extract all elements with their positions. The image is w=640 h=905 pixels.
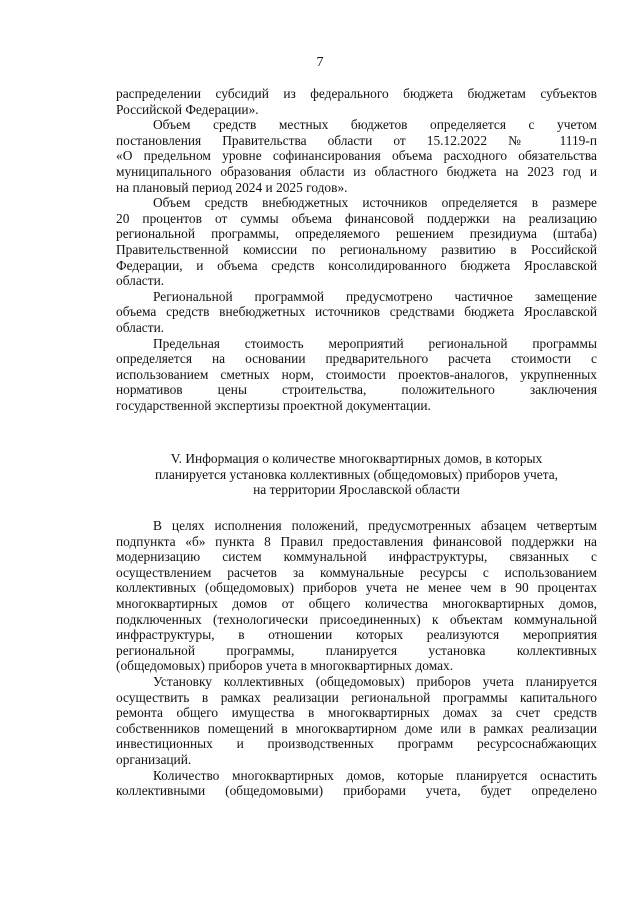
body-text-block-2	[116, 518, 597, 799]
text-line: 20 процентов от суммы объема финансовой поддержки на реализацию	[116, 210, 597, 226]
text-line: «О предельном уровне софинансирования объема расходного обязательства	[116, 148, 597, 164]
text-line: распределении субсидий из федерального бюджета бюджетам субъектов	[116, 86, 597, 101]
text-line: модернизацию систем коммунальной инфраструктуры, связанных с	[116, 549, 597, 565]
text-line: Правительственной комиссии по региональному развитию в Российской	[116, 241, 597, 257]
text-line: области.	[116, 319, 165, 335]
section-heading	[116, 451, 597, 498]
text-line: региональной программы, определяемого решением президиума (штаба)	[116, 226, 597, 242]
body-text-block-1	[116, 86, 597, 413]
text-line: определяется на основании предварительного расчета стоимости с	[116, 351, 597, 367]
text-line: коллективных (общедомовых) приборов учета не менее чем в 90 процентах	[116, 580, 597, 596]
text-line: собственников помещений в многоквартирном доме или в рамках реализации	[116, 720, 597, 736]
text-line: В целях исполнения положений, предусмотренных абзацем четвертым	[153, 518, 597, 533]
section-heading-line: V. Информация о количестве многоквартирных домов, в которых	[170, 451, 543, 466]
text-line: области.	[116, 273, 165, 289]
text-line: Установку коллективных (общедомовых) приборов учета планируется	[153, 673, 597, 689]
text-line: региональной программы, планируется установка коллективных	[116, 642, 597, 658]
text-line: Предельная стоимость мероприятий региональной программы	[153, 335, 597, 351]
text-line: коллективными (общедомовыми) приборами учета, будет определено	[116, 783, 597, 799]
text-line: многоквартирных домов от общего количества многоквартирных домов,	[116, 595, 597, 611]
page-number: 7	[316, 55, 324, 70]
text-line: организаций.	[116, 751, 192, 767]
text-line: ремонта общего имущества в многоквартирных домах за счет средств	[116, 705, 597, 721]
section-heading-line: на территории Ярославской области	[253, 482, 460, 498]
text-line: инфраструктуры, в отношении которых реализуются мероприятия	[116, 627, 597, 643]
text-line: использованием сметных норм, стоимости проектов-аналогов, укрупненных	[116, 366, 597, 382]
text-line: осуществить в рамках реализации региональной программы капитального	[116, 689, 597, 705]
text-line: Объем средств внебюджетных источников определяется в размере	[153, 195, 597, 211]
text-line: постановления Правительства области от 15.12.2022 № 1119-п	[116, 132, 597, 148]
text-line: объема средств внебюджетных источников средствами бюджета Ярославской	[116, 304, 597, 320]
text-line: (общедомовых) приборов учета в многоквартирных домах.	[116, 658, 454, 674]
text-line: муниципального образования области из областного бюджета на 2023 год и	[116, 163, 597, 179]
text-line: инвестиционных и производственных программ ресурсоснабжающих	[116, 736, 597, 752]
text-line: на плановый период 2024 и 2025 годов».	[116, 179, 348, 195]
text-line: Российской Федерации».	[116, 101, 259, 117]
text-line: нормативов цены строительства, положительного заключения	[116, 382, 597, 398]
text-line: подпункта «б» пункта 8 Правил предоставления финансовой поддержки на	[116, 533, 597, 549]
text-line: Количество многоквартирных домов, которые планируется оснастить	[153, 767, 597, 783]
text-line: государственной экспертизы проектной документации.	[116, 397, 431, 413]
text-line: подключенных (технологически присоединенных) к объектам коммунальной	[116, 611, 597, 627]
text-line: Федерации, и объема средств консолидированного бюджета Ярославской	[116, 257, 597, 273]
text-line: Региональной программой предусмотрено частичное замещение	[153, 288, 597, 304]
text-line: осуществлением расчетов за коммунальные ресурсы с использованием	[116, 564, 597, 580]
section-heading-line: планируется установка коллективных (общедомовых) приборов учета,	[154, 466, 559, 482]
text-line: Объем средств местных бюджетов определяется с учетом	[153, 117, 597, 133]
